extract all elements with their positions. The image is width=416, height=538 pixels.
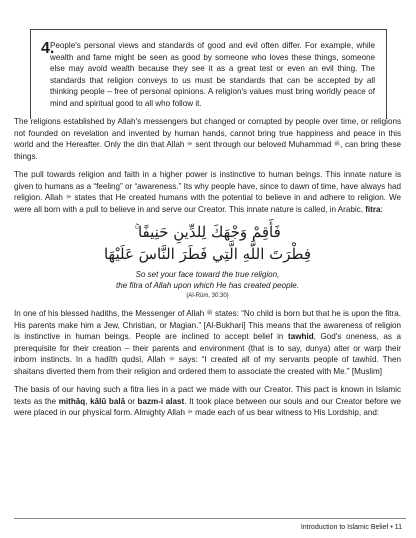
page-content bbox=[14, 40, 401, 419]
paragraph-text: : bbox=[380, 204, 383, 214]
paragraph-text: or bbox=[127, 396, 135, 406]
paragraph-fitra bbox=[14, 169, 401, 215]
paragraph-text: , bbox=[85, 396, 88, 406]
paragraph-pact bbox=[14, 384, 401, 419]
footer-title: Introduction to Islamic Belief bbox=[300, 524, 389, 531]
verse-line-1: فَأَقِمْ وَجْهَكَ لِلدِّينِ حَنِيفًا ۚ bbox=[134, 223, 281, 242]
paragraph-text: states that He created humans with the potential to believe in and adhere to religion. We were all born with a pull to believe in and serve our Creator. This innate nature is called, in Arabic, bbox=[14, 193, 402, 214]
honorific-icon: ﷻ bbox=[187, 141, 193, 148]
frame-top-border bbox=[30, 29, 386, 30]
honorific-icon: ﷻ bbox=[169, 356, 175, 363]
paragraph-text: , can bring these things. bbox=[14, 140, 402, 161]
verse-translation-line-1: So set your face toward the true religion, bbox=[135, 270, 280, 280]
list-item bbox=[14, 40, 401, 109]
term-bazm-i-alast: bazm-i alast bbox=[137, 396, 185, 406]
verse-translation bbox=[14, 269, 401, 291]
page-number: 11 bbox=[394, 524, 402, 531]
footer-divider bbox=[14, 518, 406, 519]
paragraph-religions bbox=[14, 116, 401, 162]
list-item-number: 4. bbox=[41, 40, 55, 57]
paragraph-text: . It took place between our souls and our Creator before we were placed in our physical form. Almighty Allah bbox=[14, 396, 401, 418]
page-footer bbox=[301, 524, 402, 531]
paragraph-text: states: “No child is born but that he is upon the fitra. His parents make him a Jew, Christian, or Magian.” [Al-Bukhari] This means that the awareness of religion is instinctive in human beings. People are inclined to accept belief in bbox=[14, 309, 402, 342]
footer-separator: • bbox=[390, 524, 393, 531]
honorific-icon: ﷺ bbox=[334, 141, 341, 148]
paragraph-text: In one of his blessed hadiths, the Messenger of Allah bbox=[14, 309, 205, 319]
honorific-icon: ﷺ bbox=[206, 310, 213, 317]
honorific-icon: ﷻ bbox=[187, 409, 193, 416]
paragraph-text: sent through our beloved Muhammad bbox=[195, 140, 332, 149]
term-kalu-bala: kālū balā bbox=[90, 396, 126, 406]
paragraph-text: The basis of our having such a fitra lies in a pact we made with our Creator. This pact is known in Islamic texts as the bbox=[14, 385, 401, 406]
list-item-text: People's personal views and standards of good and evil often differ. For example, while wealth and fame might be seen as good by someone who loves these things, someone else may avoid wealth because they see it as a great test or even an evil thing. The standards that religion conveys to us must be standards that can be accepted by all thinking people – free of personal opinions. A religion's values must bring worldly peace of mind and spiritual good to all who follow it. bbox=[50, 41, 375, 108]
paragraph-text: , God's oneness, as a prerequisite for their creation – their parents and environment (that is to say, dunya) alter or warp their inborn instincts. In a hadīth qudsī, Allah bbox=[14, 332, 401, 365]
verse-translation-line-2: the fitra of Allah upon which He has created people. bbox=[116, 281, 299, 291]
verse-reference: (Al-Rūm, 30:30) bbox=[186, 293, 229, 300]
paragraph-text: The pull towards religion and faith in a higher power is instinctive to human beings. This innate nature is given to humans as a “feeling” or “awareness.” Its why people have, since to dawn of time, have always had religion. Allah bbox=[14, 170, 401, 203]
term-tawhid: tawhid bbox=[288, 332, 314, 342]
verse-arabic bbox=[14, 221, 401, 265]
honorific-icon: ﷻ bbox=[65, 194, 72, 201]
paragraph-text: made each of us bear witness to His Lordship, and: bbox=[195, 408, 380, 418]
term-fitra: fitra bbox=[365, 204, 381, 214]
paragraph-hadith bbox=[14, 308, 401, 377]
verse-line-2: فِطْرَتَ اللَّهِ الَّتِي فَطَرَ النَّاسَ عَلَيْهَا bbox=[103, 245, 312, 264]
paragraph-text: The religions established by Allah's messengers but changed or corrupted by people over time, or religions not founded on revelation and invented by human hands, cannot bring true happiness and peace in this world and the Hereafter. Only the din that Allah bbox=[14, 117, 401, 149]
term-mithaq: mithāq bbox=[58, 396, 86, 406]
paragraph-text: says: “I created all of my servants people of tawhīd. Then shaitans diverted them from their religion and ordered them to associate the created with Me.” [Muslim] bbox=[14, 355, 402, 376]
